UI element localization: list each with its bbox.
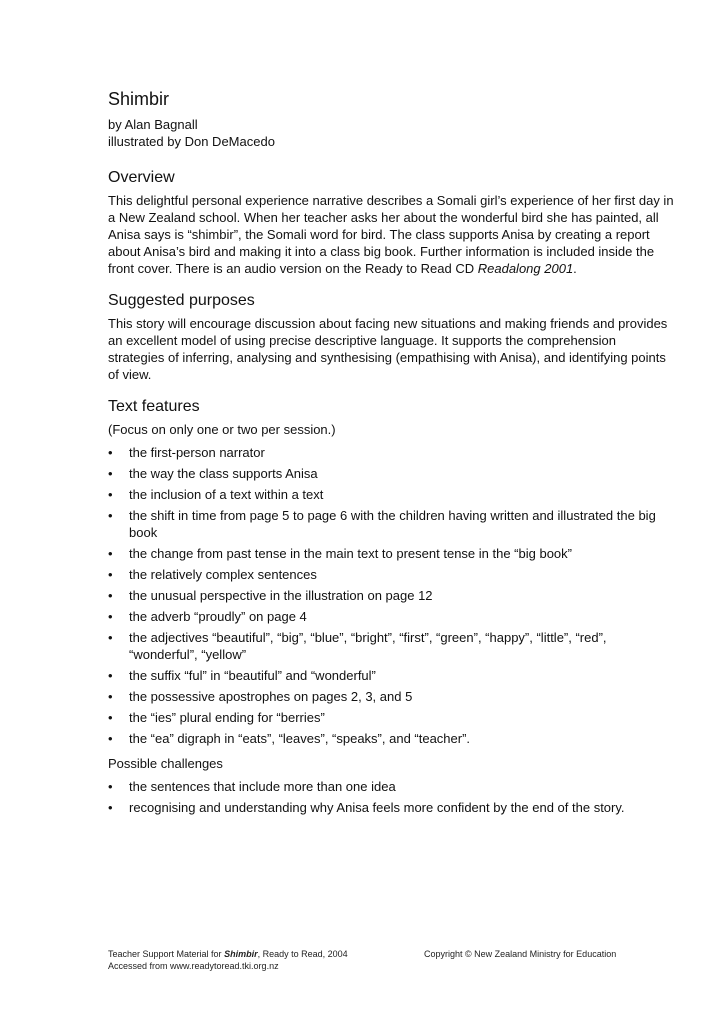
bullet-icon: • [108,508,113,523]
suggested-purposes-heading: Suggested purposes [108,292,255,309]
list-item: • the relatively complex sentences [108,567,317,582]
overview-text [108,192,674,277]
bullet-icon: • [108,710,113,725]
bullet-icon: • [108,689,113,704]
list-item: • the first-person narrator [108,445,265,460]
bullet-icon: • [108,609,113,624]
illustrator-line: illustrated by Don DeMacedo [108,134,275,149]
bullet-icon: • [108,800,113,815]
list-item: • recognising and understanding why Anisa feels more confident by the end of the story. [108,800,625,815]
author-line: by Alan Bagnall [108,117,198,132]
text-features-list [108,444,674,747]
bullet-icon: • [108,546,113,561]
list-item: • the way the class supports Anisa [108,466,318,481]
bullet-icon: • [108,630,113,645]
list-item: • the “ies” plural ending for “berries” [108,710,325,725]
bullet-icon: • [108,779,113,794]
overview-text-main: This delightful personal experience narrative describes a Somali girl’s experience of her first day in a New Zealand school. When her teacher asks her about the wonderful bird she has painted, all Anisa says is “shimbir”, the Somali word for bird. The class supports Anisa by creating a report about Anisa’s bird and making it into a class big book. Further information is included inside the front cover. There is an audio version on the Ready to Read CD [108,193,674,276]
bullet-icon: • [108,588,113,603]
page-footer [108,948,668,972]
list-item: • the unusual perspective in the illustration on page 12 [108,588,433,603]
bullet-icon: • [108,466,113,481]
footer-copyright: Copyright © New Zealand Ministry for Education [424,949,617,959]
list-item: • the inclusion of a text within a text [108,487,324,502]
list-item: • the “ea” digraph in “eats”, “leaves”, “speaks”, and “teacher”. [108,731,471,746]
list-item: • the possessive apostrophes on pages 2, 3, and 5 [108,689,413,704]
possible-challenges-list [108,778,674,816]
overview-heading: Overview [108,169,175,186]
list-item: • the adverb “proudly” on page 4 [108,609,307,624]
list-item: • the sentences that include more than one idea [108,779,396,794]
page-title: Shimbir [108,89,170,109]
bullet-icon: • [108,731,113,746]
overview-text-end: . [573,261,577,276]
overview-readalong-title: Readalong 2001 [477,261,574,276]
list-item: • the adjectives “beautiful”, “big”, “blue”, “bright”, “first”, “green”, “happy”, “little”, “red”, “wonderful”, “yellow” [108,630,607,662]
footer-source: Teacher Support Material for Shimbir, Ready to Read, 2004 [108,949,348,959]
text-features-note: (Focus on only one or two per session.) [108,422,336,437]
list-item: • the change from past tense in the main text to present tense in the “big book” [108,546,572,561]
text-features-heading: Text features [108,398,200,415]
possible-challenges-heading: Possible challenges [108,756,223,771]
footer-book-title: Shimbir [224,949,258,959]
bullet-icon: • [108,445,113,460]
list-item: • the shift in time from page 5 to page 6 with the children having written and illustrated the big book [108,508,656,540]
bullet-icon: • [108,668,113,683]
document-page [108,88,674,820]
footer-accessed: Accessed from www.readytoread.tki.org.nz [108,961,279,971]
list-item: • the suffix “ful” in “beautiful” and “wonderful” [108,668,376,683]
bullet-icon: • [108,567,113,582]
suggested-purposes-text: This story will encourage discussion about facing new situations and making friends and provides an excellent model of using precise descriptive language. It supports the comprehension strategies of inferring, analysing and synthesising (empathising with Anisa), and identifying points of view. [108,316,668,382]
bullet-icon: • [108,487,113,502]
